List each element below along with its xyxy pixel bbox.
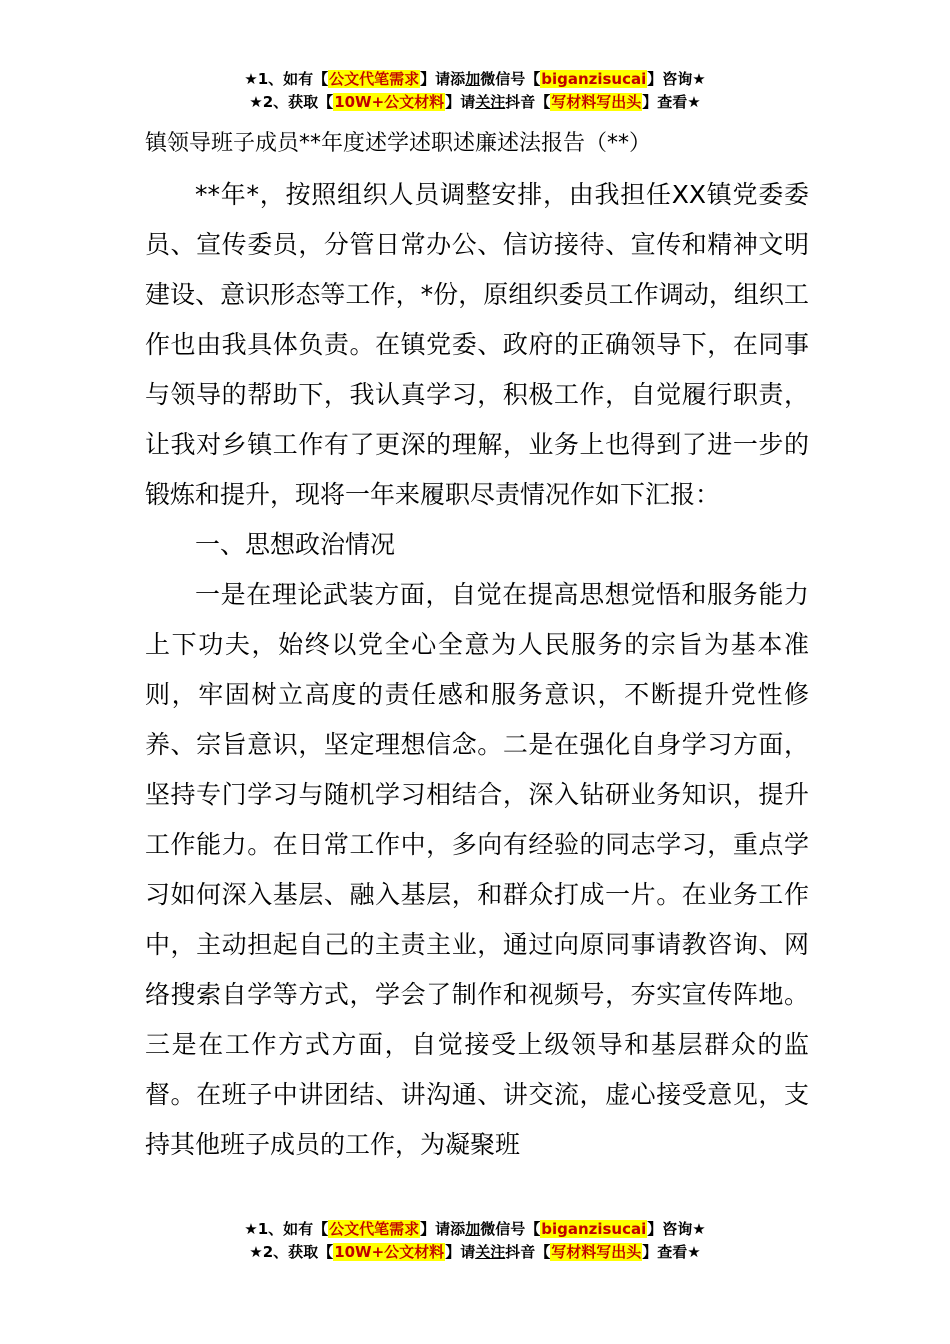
promo-text: 】请: [445, 93, 476, 111]
promo-emphasis: 加: [465, 70, 481, 88]
promo-line-1: [0, 68, 950, 91]
promo-text: 】查看★: [642, 1243, 701, 1261]
promo-text: 】咨询★: [647, 1220, 706, 1238]
promo-text: 微信号【: [480, 1220, 541, 1238]
document-title: 镇领导班子成员**年度述学述职述廉述法报告（**）: [145, 131, 652, 156]
promo-banner-top: [0, 68, 950, 114]
promo-emphasis: 关注: [475, 93, 506, 111]
promo-text: 微信号【: [480, 70, 541, 88]
promo-text: 】咨询★: [647, 70, 706, 88]
promo-line-2: [0, 1241, 950, 1264]
promo-line-1: [0, 1218, 950, 1241]
promo-text: ★1、如有【: [244, 70, 329, 88]
promo-highlight: 10W+公文材料: [334, 93, 445, 111]
promo-highlight: biganzisucai: [541, 1220, 647, 1238]
promo-text: ★1、如有【: [244, 1220, 329, 1238]
promo-highlight: 公文代笔需求: [329, 1220, 420, 1238]
promo-highlight: 写材料写出头: [551, 93, 642, 111]
promo-emphasis: 加: [465, 1220, 481, 1238]
paragraph-body: 一是在理论武装方面，自觉在提高思想觉悟和服务能力上下功夫，始终以党全心全意为人民服务的宗旨为基本准则，牢固树立高度的责任感和服务意识，不断提升党性修养、宗旨意识，坚定理想信念。二是在强化自身学习方面，坚持专门学习与随机学习相结合，深入钻研业务知识，提升工作能力。在日常工作中，多向有经验的同志学习，重点学习如何深入基层、融入基层，和群众打成一片。在业务工作中，主动担起自己的主责主业，通过向原同事请教咨询、网络搜索自学等方式，学会了制作和视频号，夯实宣传阵地。三是在工作方式方面，自觉接受上级领导和基层群众的监督。在班子中讲团结、讲沟通、讲交流，虚心接受意见，支持其他班子成员的工作，为凝聚班: [145, 580, 809, 1159]
promo-text: 】请添: [420, 70, 466, 88]
promo-text: 】请: [445, 1243, 476, 1261]
promo-text: 】查看★: [642, 93, 701, 111]
promo-highlight: 公文代笔需求: [329, 70, 420, 88]
promo-banner-bottom: [0, 1218, 950, 1264]
document-body: [145, 170, 809, 1170]
promo-highlight: biganzisucai: [541, 70, 647, 88]
promo-text: 抖音【: [505, 93, 551, 111]
promo-highlight: 10W+公文材料: [334, 1243, 445, 1261]
promo-text: 抖音【: [505, 1243, 551, 1261]
promo-text: ★2、获取【: [249, 1243, 334, 1261]
promo-text: 】请添: [420, 1220, 466, 1238]
section-heading: 一、思想政治情况: [195, 530, 396, 559]
promo-line-2: [0, 91, 950, 114]
promo-text: ★2、获取【: [249, 93, 334, 111]
promo-emphasis: 关注: [475, 1243, 506, 1261]
paragraph-intro: **年*，按照组织人员调整安排，由我担任XX镇党委委员、宣传委员，分管日常办公、信访接待、宣传和精神文明建设、意识形态等工作，*份，原组织委员工作调动，组织工作也由我具体负责。在镇党委、政府的正确领导下，在同事与领导的帮助下，我认真学习，积极工作，自觉履行职责，让我对乡镇工作有了更深的理解，业务上也得到了进一步的锻炼和提升，现将一年来履职尽责情况作如下汇报：: [145, 180, 809, 509]
promo-highlight: 写材料写出头: [551, 1243, 642, 1261]
